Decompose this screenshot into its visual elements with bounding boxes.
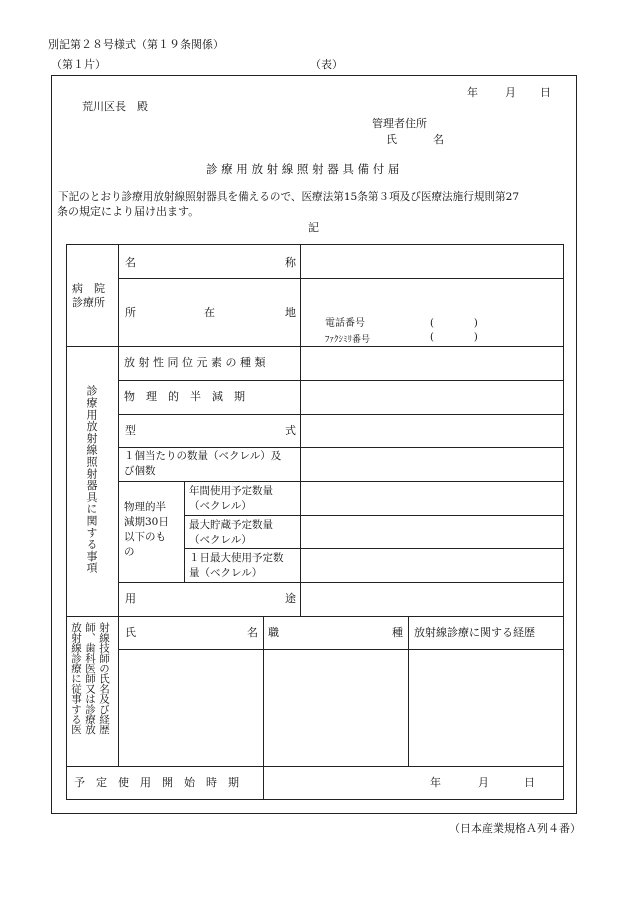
address-label-b: 在: [204, 306, 215, 319]
daily-max-label-1: １日最大使用予定数: [189, 552, 284, 564]
annual-use-label-2: （ベクレル）: [189, 500, 252, 512]
name-label-a: 名: [125, 256, 136, 269]
manager-name-b: 名: [433, 133, 444, 146]
start-month: 月: [478, 776, 489, 789]
half-life-label: 物 理 的 半 減 期: [124, 390, 245, 403]
staff-label-col1: 放射線診療に従事する医: [70, 622, 82, 735]
staff-job-b: 種: [392, 626, 403, 639]
date-day: 日: [540, 86, 551, 99]
staff-name-b: 名: [247, 626, 258, 639]
annual-use-label-1: 年間使用予定数量: [189, 485, 273, 497]
fax-paren: ( ): [430, 332, 478, 343]
quantity-label-2: び個数: [124, 465, 156, 477]
device-section-text: 診療用放射線照射器具に関する事項: [85, 385, 98, 574]
staff-label-col2: 師、歯科医師又は診療放: [84, 622, 96, 735]
address-label-c: 地: [285, 306, 296, 319]
address-label-a: 所: [125, 306, 136, 319]
short-half-life-4: の: [124, 546, 135, 558]
phone-label: 電話番号: [325, 318, 365, 329]
page-label: （第１片）: [51, 58, 106, 71]
body-line-2: 条の規定により届け出ます。: [57, 205, 200, 218]
body-line-1: 下記のとおり診療用放射線照射器具を備えるので、医療法第15条第３項及び医療法施行規則第27: [58, 191, 520, 203]
manager-name-a: 氏: [386, 133, 397, 146]
isotope-type-label: 放 射 性 同 位 元 素 の 種 類: [124, 356, 266, 369]
start-year: 年: [430, 776, 441, 789]
short-half-life-2: 減期30日: [124, 516, 169, 528]
staff-label-col3: 射線技師の氏名及び経歴: [98, 622, 110, 735]
short-half-life-3: 以下のも: [124, 531, 166, 543]
max-storage-label-1: 最大貯蔵予定数量: [189, 519, 273, 531]
side-label: （表）: [310, 58, 343, 71]
phone-paren: ( ): [430, 318, 478, 329]
short-half-life-1: 物理的半: [124, 501, 166, 513]
fax-label: ﾌｧｸｼﾐﾘ番号: [325, 335, 371, 345]
model-label-b: 式: [285, 424, 296, 437]
short-half-life-label: [124, 500, 169, 560]
device-section-label: [85, 385, 97, 574]
addressee: 荒川区長 殿: [82, 100, 148, 113]
max-storage-label-2: （ベクレル）: [189, 534, 252, 546]
start-date-label: 予 定 使 用 開 始 時 期: [74, 776, 239, 789]
quantity-label-1: １個当たりの数量（ベクレル）及: [124, 450, 282, 462]
hospital-label-2: 診療所: [72, 296, 105, 309]
staff-job-a: 職: [268, 626, 279, 639]
staff-name-a: 氏: [125, 626, 136, 639]
staff-career-label: 放射線診療に関する経歴: [414, 626, 535, 639]
form-frame: [51, 75, 577, 814]
form-title: 診 療 用 放 射 線 照 射 器 具 備 付 届: [206, 162, 400, 176]
daily-max-label-2: 量（ベクレル）: [189, 567, 263, 579]
paper-size-note: （日本産業規格Ａ列４番）: [449, 822, 581, 835]
date-year: 年: [467, 86, 478, 99]
purpose-label-a: 用: [125, 592, 136, 605]
model-label-a: 型: [125, 424, 136, 437]
hospital-label-1: 病 院: [72, 282, 105, 295]
manager-address-label: 管理者住所: [372, 117, 427, 130]
ki-label: 記: [308, 221, 319, 234]
date-month: 月: [505, 86, 516, 99]
purpose-label-b: 途: [285, 592, 296, 605]
name-label-b: 称: [285, 256, 296, 269]
start-day: 日: [524, 776, 535, 789]
form-number: 別記第２８号様式（第１９条関係）: [48, 38, 224, 51]
